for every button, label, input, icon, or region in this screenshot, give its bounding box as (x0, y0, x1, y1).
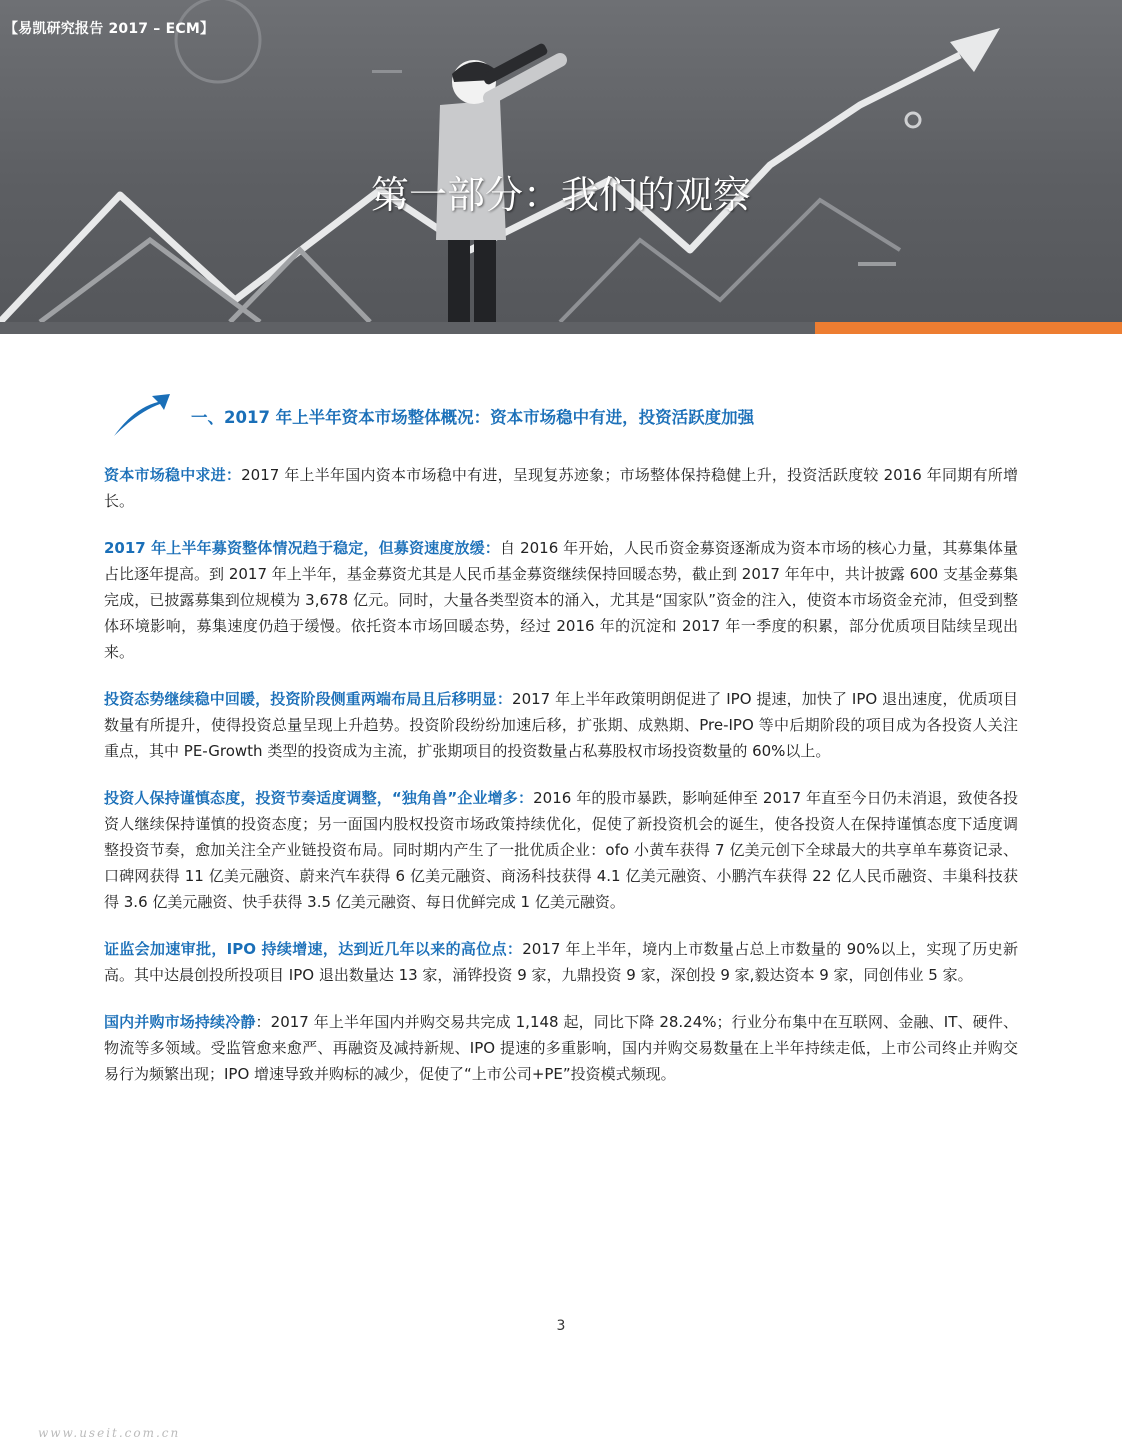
paragraph-body: 自 2016 年开始，人民币资金募资逐渐成为资本市场的核心力量，其募集体量占比逐年提高。到 2017 年上半年，基金募资尤其是人民币基金募资继续保持回暖态势，截止到 2017 年年中，共计披露 600 支基金募集完成，已披露募集到位规模为 3,678 亿元。同时，大量各类型资本的涌入，尤其是“国家队”资金的注入，使资本市场资金充沛，但受到整体环境影响，募集速度仍趋于缓慢。依托资本市场回暖态势，经过 2016 年的沉淀和 2017 年一季度的积累，部分优质项目陆续呈现出来。 (104, 539, 1018, 661)
paragraph (104, 936, 1018, 988)
paragraph (104, 1009, 1018, 1087)
paragraph-lead: 国内并购市场持续冷静 (104, 1013, 256, 1031)
page-number: 3 (556, 1318, 566, 1334)
paragraph (104, 785, 1018, 915)
paragraph-lead: 投资态势继续稳中回暖，投资阶段侧重两端布局且后移明显： (104, 690, 513, 708)
body-content (104, 462, 1018, 1108)
decor-dash (372, 70, 402, 73)
paragraph-body: 2017 年上半年政策明朗促进了 IPO 提速，加快了 IPO 退出速度，优质项目数量有所提升，使得投资总量呈现上升趋势。投资阶段纷纷加速后移，扩张期、成熟期、Pre-IPO 等中后期阶段的项目成为各投资人关注重点，其中 PE-Growth 类型的投资成为主流，扩张期项目的投资数量占私募股权市场投资数量的 60%以上。 (104, 690, 1018, 760)
report-tag: 【易凯研究报告 2017 – ECM】 (4, 21, 215, 37)
header-banner (0, 0, 1122, 322)
section-title: 第一部分：我们的观察 (370, 173, 751, 217)
paragraph-lead: 证监会加速审批，IPO 持续增速，达到近几年以来的高位点： (104, 940, 523, 958)
section-heading (112, 392, 1012, 442)
paragraph-lead: 资本市场稳中求进： (104, 466, 242, 484)
decor-dot-icon (906, 113, 920, 127)
paragraph (104, 462, 1018, 514)
decor-dash (858, 262, 896, 266)
paragraph-lead: 投资人保持谨慎态度，投资节奏适度调整，“独角兽”企业增多： (104, 789, 534, 807)
paragraph-lead: 2017 年上半年募资整体情况趋于稳定，但募资速度放缓： (104, 539, 500, 557)
divider-bar-gray (0, 322, 815, 334)
paragraph-body: 2017 年上半年，境内上市数量占总上市数量的 90%以上，实现了历史新高。其中达晨创投所投项目 IPO 退出数量达 13 家，涌铧投资 9 家，九鼎投资 9 家，深创投 9 家,毅达资本 9 家，同创伟业 5 家。 (104, 940, 1018, 984)
blue-arrow-icon (112, 392, 172, 438)
banner-illustration (0, 0, 1122, 322)
paragraph-body: 2016 年的股市暴跌，影响延伸至 2017 年直至今日仍未消退，致使各投资人继续保持谨慎的投资态度；另一面国内股权投资市场政策持续优化，促使了新投资机会的诞生，使各投资人在保持谨慎态度下适度调整投资节奏，愈加关注全产业链投资布局。同时期内产生了一批优质企业：ofo 小黄车获得 7 亿美元创下全球最大的共享单车募资记录、口碑网获得 11 亿美元融资、蔚来汽车获得 6 亿美元融资、商汤科技获得 4.1 亿美元融资、小鹏汽车获得 22 亿人民币融资、丰巢科技获得 3.6 亿美元融资、快手获得 3.5 亿美元融资、每日优鲜完成 1 亿美元融资。 (104, 789, 1018, 911)
paragraph (104, 535, 1018, 665)
divider-bar-orange (815, 322, 1122, 334)
trend-line-back (40, 240, 260, 322)
trend-arrowhead-icon (950, 28, 1000, 72)
watermark: www.useit.com.cn (38, 1426, 181, 1440)
paragraph-body: 2017 年上半年国内资本市场稳中有进，呈现复苏迹象；市场整体保持稳健上升，投资活跃度较 2016 年同期有所增长。 (104, 466, 1018, 510)
paragraph-body: ：2017 年上半年国内并购交易共完成 1,148 起，同比下降 28.24%；行业分布集中在互联网、金融、IT、硬件、物流等多领域。受监管愈来愈严、再融资及减持新规、IPO 提速的多重影响，国内并购交易数量在上半年持续走低，上市公司终止并购交易行为频繁出现；IPO 增速导致并购标的减少，促使了“上市公司+PE”投资模式频现。 (104, 1013, 1018, 1083)
section-heading-text: 一、2017 年上半年资本市场整体概况：资本市场稳中有进，投资活跃度加强 (191, 408, 755, 427)
decor-circle-icon (176, 0, 260, 82)
paragraph (104, 686, 1018, 764)
